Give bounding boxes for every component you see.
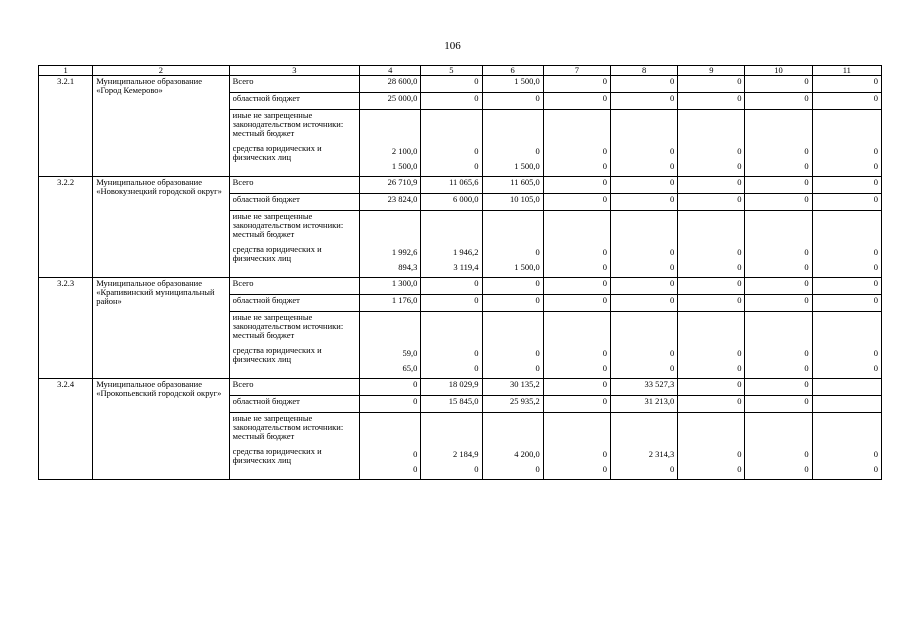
row-label-other-sources [229,413,359,480]
value-cell: 0 [745,76,812,93]
value-cell-pair [812,413,881,480]
legal-value: 0 [669,262,675,272]
legal-value: 65,0 [402,363,418,373]
value-cell: 0 [812,177,881,194]
local-value: 4 200,0 [514,449,540,459]
value-cell: 0 [610,194,677,211]
legal-value: 1 500,0 [391,161,418,171]
local-value: 2 314,3 [648,449,675,459]
table-row-total [39,379,882,396]
column-number-cell: 3 [229,66,359,76]
value-cell: 11 065,6 [421,177,482,194]
value-cell-pair [482,413,543,480]
item-code: 3.2.1 [39,76,93,177]
value-cell: 0 [543,295,610,312]
local-value: 0 [804,146,809,156]
legal-value: 0 [474,464,479,474]
local-value: 0 [873,247,878,257]
column-number-cell: 7 [543,66,610,76]
legal-value: 0 [535,363,540,373]
legal-value: 0 [804,363,809,373]
value-cell: 0 [610,177,677,194]
value-cell-pair [610,110,677,177]
value-cell: 0 [543,194,610,211]
value-cell: 0 [610,278,677,295]
row-label-regional: областной бюджет [229,93,359,110]
value-cell-pair [482,110,543,177]
value-cell: 0 [745,295,812,312]
value-cell: 0 [812,194,881,211]
value-cell: 1 500,0 [482,76,543,93]
row-label-total: Всего [229,379,359,396]
local-value: 0 [602,146,607,156]
local-budget-label: местный бюджет [232,229,295,239]
value-cell: 0 [812,93,881,110]
value-cell: 11 605,0 [482,177,543,194]
value-cell: 0 [812,76,881,93]
value-cell-pair [360,110,421,177]
legal-value: 0 [669,161,675,171]
value-cell: 0 [543,379,610,396]
value-cell: 0 [678,93,745,110]
legal-value: 0 [737,464,742,474]
value-cell-pair [745,413,812,480]
item-code: 3.2.2 [39,177,93,278]
value-cell-pair [812,211,881,278]
legal-value: 0 [873,363,878,373]
other-sources-heading: иные не запрещенные законодательством источники: [232,110,344,129]
legal-value: 894,3 [398,262,418,272]
value-cell [812,379,881,396]
legal-entities-label: средства юридических и физических лиц [232,143,322,162]
value-cell: 10 105,0 [482,194,543,211]
value-cell-pair [421,312,482,379]
value-cell: 18 029,9 [421,379,482,396]
local-value: 0 [535,247,540,257]
page-number: 106 [444,40,461,52]
value-cell: 0 [678,278,745,295]
value-cell-pair [543,413,610,480]
row-label-total: Всего [229,278,359,295]
value-cell: 1 300,0 [360,278,421,295]
local-value: 0 [804,348,809,358]
budget-table [38,65,882,480]
column-number-cell: 6 [482,66,543,76]
legal-value: 0 [474,161,479,171]
local-value: 0 [873,348,878,358]
value-cell: 0 [421,295,482,312]
value-cell: 0 [745,177,812,194]
column-number-row [39,66,882,76]
column-number-cell: 4 [360,66,421,76]
row-label-regional: областной бюджет [229,194,359,211]
legal-value: 0 [669,363,675,373]
value-cell: 0 [543,76,610,93]
value-cell-pair [678,413,745,480]
legal-value: 0 [737,363,742,373]
table-body [39,66,882,480]
column-number-cell: 1 [39,66,93,76]
other-sources-heading: иные не запрещенные законодательством источники: [232,413,344,432]
legal-value: 0 [602,262,607,272]
legal-value: 0 [737,161,742,171]
item-code: 3.2.4 [39,379,93,480]
legal-value: 1 500,0 [514,262,540,272]
local-budget-label: местный бюджет [232,128,295,138]
local-value: 0 [602,348,607,358]
legal-value: 1 500,0 [514,161,540,171]
legal-entities-label: средства юридических и физических лиц [232,446,322,465]
value-cell-pair [421,211,482,278]
legal-value: 0 [602,464,607,474]
value-cell: 0 [543,93,610,110]
item-code: 3.2.3 [39,278,93,379]
row-label-regional: областной бюджет [229,295,359,312]
value-cell-pair [543,110,610,177]
value-cell-pair [610,413,677,480]
value-cell: 25 935,2 [482,396,543,413]
column-number-cell: 9 [678,66,745,76]
value-cell: 0 [745,194,812,211]
value-cell-pair [812,312,881,379]
legal-value: 3 119,4 [453,262,479,272]
column-number-cell: 8 [610,66,677,76]
other-sources-heading: иные не запрещенные законодательством источники: [232,312,344,331]
value-cell-pair [482,312,543,379]
legal-value: 0 [535,464,540,474]
local-value: 0 [669,247,675,257]
value-cell: 0 [360,379,421,396]
local-value: 0 [669,348,675,358]
legal-value: 0 [873,464,878,474]
value-cell: 0 [482,295,543,312]
value-cell [812,396,881,413]
value-cell: 0 [610,93,677,110]
value-cell: 0 [543,177,610,194]
local-value: 0 [602,449,607,459]
value-cell: 0 [610,295,677,312]
row-label-other-sources [229,110,359,177]
local-value: 1 992,6 [391,247,418,257]
value-cell: 28 600,0 [360,76,421,93]
other-sources-heading: иные не запрещенные законодательством источники: [232,211,344,230]
value-cell: 0 [421,278,482,295]
value-cell: 0 [745,93,812,110]
local-value: 0 [474,146,479,156]
local-value: 0 [737,348,742,358]
municipality-name: Муниципальное образование «Новокузнецкий городской округ» [93,177,229,278]
row-label-other-sources [229,312,359,379]
value-cell: 0 [543,396,610,413]
legal-value: 0 [804,161,809,171]
column-number-cell: 2 [93,66,229,76]
legal-value: 0 [873,161,878,171]
local-budget-label: местный бюджет [232,330,295,340]
legal-value: 0 [602,161,607,171]
value-cell: 15 845,0 [421,396,482,413]
column-number-cell: 10 [745,66,812,76]
column-number-cell: 11 [812,66,881,76]
value-cell: 23 824,0 [360,194,421,211]
row-label-total: Всего [229,177,359,194]
local-value: 0 [804,449,809,459]
value-cell: 31 213,0 [610,396,677,413]
value-cell-pair [745,110,812,177]
value-cell-pair [678,110,745,177]
value-cell: 0 [678,177,745,194]
value-cell-pair [360,211,421,278]
legal-value: 0 [669,464,675,474]
value-cell: 0 [678,194,745,211]
value-cell: 6 000,0 [421,194,482,211]
local-value: 0 [737,146,742,156]
local-value: 59,0 [402,348,418,358]
municipality-name: Муниципальное образование «Крапивинский муниципальный район» [93,278,229,379]
value-cell-pair [812,110,881,177]
value-cell-pair [745,211,812,278]
local-value: 0 [535,146,540,156]
legal-entities-label: средства юридических и физических лиц [232,244,322,263]
table-row-total [39,76,882,93]
value-cell: 0 [812,278,881,295]
value-cell-pair [543,312,610,379]
value-cell: 25 000,0 [360,93,421,110]
value-cell: 0 [421,76,482,93]
local-value: 0 [737,449,742,459]
value-cell-pair [421,413,482,480]
local-value: 0 [873,146,878,156]
value-cell-pair [610,312,677,379]
value-cell: 30 135,2 [482,379,543,396]
local-value: 2 184,9 [453,449,479,459]
value-cell-pair [678,211,745,278]
local-value: 0 [737,247,742,257]
local-value: 0 [535,348,540,358]
legal-value: 0 [602,363,607,373]
legal-value: 0 [413,464,418,474]
value-cell-pair [678,312,745,379]
local-value: 2 100,0 [391,146,418,156]
value-cell: 0 [610,76,677,93]
value-cell-pair [745,312,812,379]
row-label-total: Всего [229,76,359,93]
value-cell: 0 [543,278,610,295]
value-cell-pair [360,312,421,379]
value-cell: 0 [745,379,812,396]
column-number-cell: 5 [421,66,482,76]
local-value: 0 [873,449,878,459]
value-cell: 33 527,3 [610,379,677,396]
legal-value: 0 [804,464,809,474]
local-value: 0 [413,449,418,459]
legal-value: 0 [737,262,742,272]
local-value: 1 946,2 [453,247,479,257]
legal-value: 0 [474,363,479,373]
value-cell: 0 [678,295,745,312]
value-cell-pair [543,211,610,278]
table-row-total [39,278,882,295]
local-value: 0 [474,348,479,358]
row-label-other-sources [229,211,359,278]
value-cell: 0 [678,379,745,396]
row-label-regional: областной бюджет [229,396,359,413]
table-row-total [39,177,882,194]
value-cell: 0 [812,295,881,312]
legal-entities-label: средства юридических и физических лиц [232,345,322,364]
local-value: 0 [602,247,607,257]
value-cell: 0 [360,396,421,413]
legal-value: 0 [804,262,809,272]
value-cell: 0 [482,93,543,110]
value-cell-pair [482,211,543,278]
value-cell: 0 [678,76,745,93]
value-cell: 1 176,0 [360,295,421,312]
local-value: 0 [669,146,675,156]
value-cell: 26 710,9 [360,177,421,194]
value-cell: 0 [745,396,812,413]
value-cell-pair [360,413,421,480]
local-budget-label: местный бюджет [232,431,295,441]
value-cell-pair [610,211,677,278]
value-cell: 0 [482,278,543,295]
value-cell: 0 [678,396,745,413]
value-cell-pair [421,110,482,177]
value-cell: 0 [745,278,812,295]
municipality-name: Муниципальное образование «Город Кемерово» [93,76,229,177]
local-value: 0 [804,247,809,257]
municipality-name: Муниципальное образование «Прокопьевский городской округ» [93,379,229,480]
legal-value: 0 [873,262,878,272]
value-cell: 0 [421,93,482,110]
